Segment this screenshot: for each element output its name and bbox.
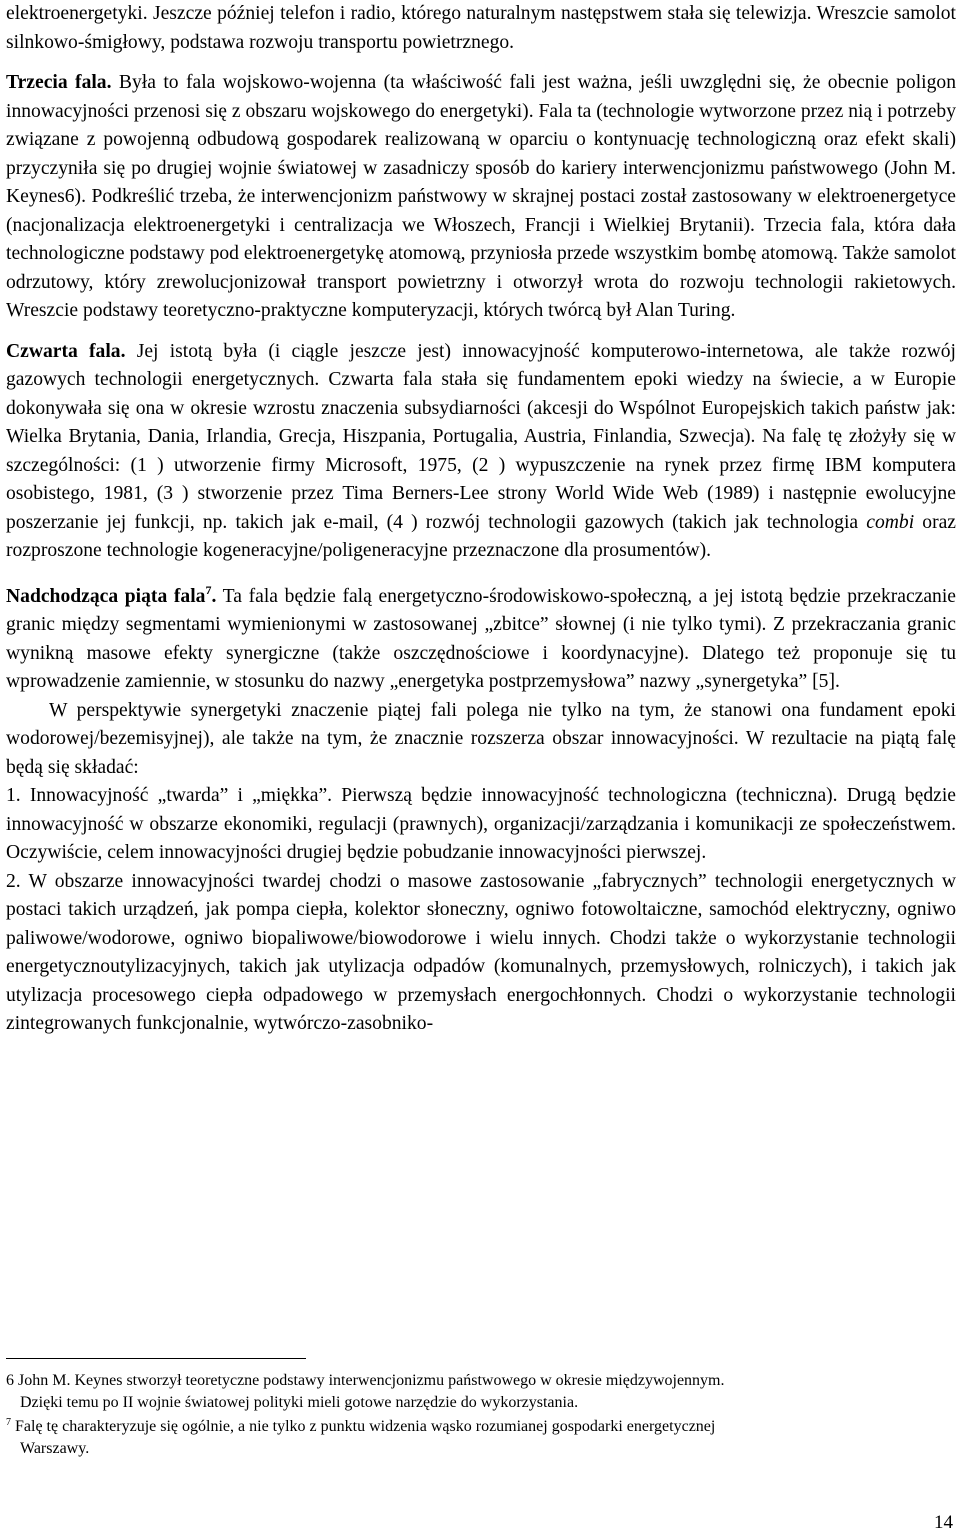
paragraph-third-wave [6, 69, 956, 326]
heading-fifth-wave-text: Nadchodząca piąta fala [6, 585, 206, 607]
list-item-2-text: 2. W obszarze innowacyjności twardej chodzi o masowe zastosowanie „fabrycznych” technologii energetycznych w postaci takich urządzeń, jak pompa ciepła, kolektor słoneczny, ogniwo fotowoltaiczne, samochód elektryczny, ogniwo paliwowe/wodorowe, ogniwo biopaliwowe/biowodorowe i wielu innych. Chodzi także o wykorzystanie technologii energetycznoutylizacyjnych, takich jak utylizacja odpadów (komunalnych, przemysłowych, rolniczych), i takich jak utylizacja procesowego ciepła odpadowego w przemysłach energochłonnych. Chodzi o wykorzystanie technologii zintegrowanych funkcjonalnie, wytwórczo-zasobniko- [6, 870, 956, 1034]
heading-fourth-wave: Czwarta fala. [6, 340, 126, 362]
footnote-7-line-1: Falę tę charakteryzuje się ogólnie, a nie tylko z punktu widzenia wąsko rozumianej gospodarki energetycznej [11, 1418, 716, 1435]
list-item-2 [6, 868, 956, 1039]
list-item-1 [6, 782, 956, 868]
footnote-divider [6, 1358, 306, 1359]
page-body [6, 0, 956, 1039]
footnote-7 [6, 1416, 956, 1459]
paragraph-fifth-wave [6, 583, 956, 697]
heading-fifth-wave-dot: . [211, 585, 217, 607]
footnote-ref-7: 7 [205, 582, 212, 597]
footnote-7-mark: 7 [6, 1417, 11, 1428]
page-number: 14 [934, 1512, 953, 1533]
italic-term-combi: combi [866, 511, 915, 533]
footnote-6-line-1: 6 John M. Keynes stworzył teoretyczne podstawy interwencjonizmu państwowego w okresie międzywojennym. [6, 1372, 725, 1389]
paragraph-synergetics [6, 697, 956, 783]
footnote-6-line-2: Dzięki temu po II wojnie światowej polityki mieli gotowe narzędzie do wykorzystania. [20, 1393, 579, 1411]
paragraph-fifth-wave-text: Ta fala będzie falą energetyczno-środowiskowo-społeczną, a jej istotą będzie przekraczanie granic między segmentami wymienionymi w zastosowanej „zbitce” słownej (i nie tylko tymi). Z przekraczania granic wynikną masowe efekty synergiczne (także oszczędnościowe i koordynacyjne). Dlatego też proponuje się tu wprowadzenie zamiennie, w stosunku do nazwy „energetyka postprzemysłowa” nazwy „synergetyka” [5]. [6, 585, 956, 692]
heading-fifth-wave [6, 582, 217, 607]
footnote-7-line-2: Warszawy. [20, 1439, 90, 1457]
paragraph-intro-text: elektroenergetyki. Jeszcze później telefon i radio, którego naturalnym następstwem stała się telewizja. Wreszcie samolot silnkowo-śmigłowy, podstawa rozwoju transportu powietrznego. [6, 3, 956, 53]
paragraph-synergetics-text: W perspektywie synergetyki znaczenie piątej fali polega nie tylko na tym, że stanowi ona fundament epoki wodorowej/bezemisyjnej), ale także na tym, że znacznie rozszerza obszar innowacyjności. W rezultacie na piątą falę będą się składać: [6, 699, 956, 778]
footnote-6 [6, 1370, 956, 1413]
paragraph-intro [6, 0, 956, 57]
paragraph-fourth-wave [6, 338, 956, 566]
paragraph-fourth-wave-text-a: Jej istotą była (i ciągle jeszcze jest) innowacyjność komputerowo-internetowa, ale także rozwój gazowych technologii energetycznych. Czwarta fala stała się fundamentem epoki wiedzy na świecie, a w Europie dokonywała się ona w okresie wzrostu znaczenia subsydiarności (akcesji do Wspólnot Europejskich takich państw jak: Wielka Brytania, Dania, Irlandia, Grecja, Hiszpania, Portugalia, Austria, Finlandia, Szwecja). Na falę tę złożyły się w szczególności: (1 ) utworzenie firmy Microsoft, 1975, (2 ) wypuszczenie na rynek przez firmę IBM komputera osobistego, 1981, (3 ) stworzenie przez Tima Berners-Lee strony World Wide Web (1989) i następnie ewolucyjne poszerzanie jej funkcji, np. takich jak e-mail, (4 ) rozwój technologii gazowych (takich jak technologia [6, 340, 956, 533]
list-item-1-text: 1. Innowacyjność „twarda” i „miękka”. Pierwszą będzie innowacyjność technologiczna (techniczna). Drugą będzie innowacyjność w obszarze ekonomiki, regulacji (prawnych), organizacji/zarządzania i komunikacji ze społeczeństwem. Oczywiście, celem innowacyjności drugiej będzie pobudzanie innowacyjności pierwszej. [6, 785, 956, 863]
heading-third-wave: Trzecia fala. [6, 72, 112, 93]
paragraph-fourth-wave-text-b: oraz rozproszone technologie kogeneracyjne/poligeneracyjne przeznaczone dla prosumentów). [6, 511, 956, 561]
paragraph-third-wave-text: Była to fala wojskowo-wojenna (ta właściwość fali jest ważna, jeśli uwzględni się, że obecnie poligon innowacyjności przenosi się z obszaru wojskowego do energetyki). Fala ta (technologie wytworzone przez nią i potrzeby związane z powojenną odbudową gospodarek realizowaną w oparciu o kontynuację technologiczną oraz efekt skali) przyczyniła się po drugiej wojnie światowej w zasadniczy sposób do kariery interwencjonizmu państwowego (John M. Keynes6). Podkreślić trzeba, że interwencjonizm państwowy w skrajnej postaci został zastosowany w elektroenergetyce (nacjonalizacja elektroenergetyki i centralizacja we Włoszech, Francji i Wielkiej Brytanii). Trzecia fala, która dała technologiczne podstawy pod elektroenergetykę atomową, przyniosła przede wszystkim bombę atomową. Także samolot odrzutowy, który zrewolucjonizował transport powietrzny i otworzył wrota do rozwoju technologii rakietowych. Wreszcie podstawy teoretyczno-praktyczne komputeryzacji, których twórcą był Alan Turing. [6, 72, 956, 321]
